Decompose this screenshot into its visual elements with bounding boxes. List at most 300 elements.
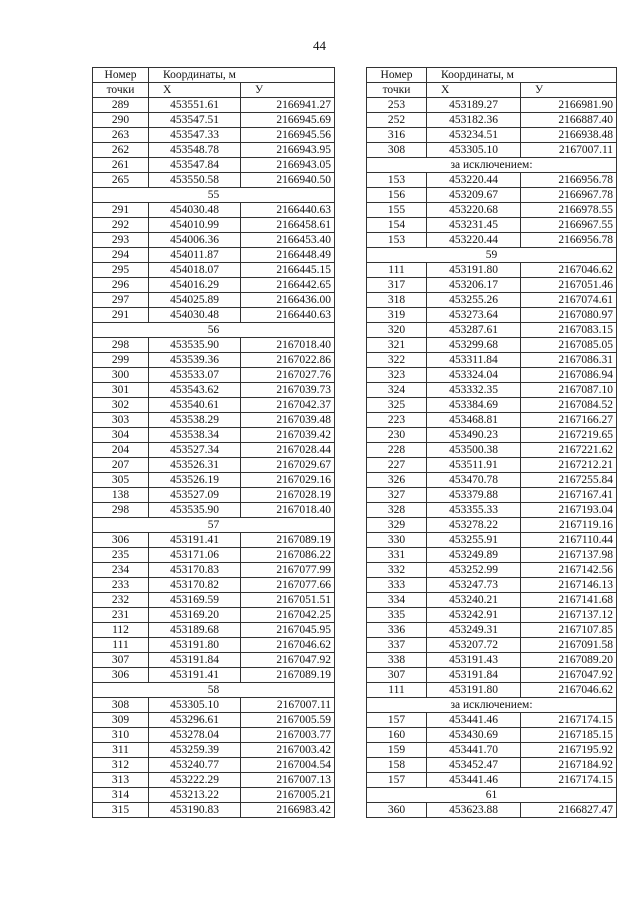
y-coordinate-cell: 2166943.05 — [241, 158, 335, 173]
x-coordinate-cell: 453190.83 — [149, 803, 241, 818]
y-coordinate-cell: 2167184.92 — [521, 758, 617, 773]
table-row — [93, 728, 335, 743]
table-row — [93, 458, 335, 473]
point-number-cell: 328 — [367, 503, 427, 518]
x-coordinate-cell: 453332.35 — [427, 383, 521, 398]
x-coordinate-cell: 453296.61 — [149, 713, 241, 728]
y-coordinate-cell: 2167039.48 — [241, 413, 335, 428]
y-coordinate-cell: 2166983.42 — [241, 803, 335, 818]
x-coordinate-cell: 453231.45 — [427, 218, 521, 233]
table-row — [367, 413, 617, 428]
y-coordinate-cell: 2166940.50 — [241, 173, 335, 188]
y-coordinate-cell: 2167086.22 — [241, 548, 335, 563]
header-x: X — [149, 83, 241, 98]
table-row — [93, 668, 335, 683]
point-number-cell: 252 — [367, 113, 427, 128]
y-coordinate-cell: 2167007.11 — [521, 143, 617, 158]
table-row — [367, 743, 617, 758]
x-coordinate-cell: 454006.36 — [149, 233, 241, 248]
point-number-cell: 329 — [367, 518, 427, 533]
y-coordinate-cell: 2167077.99 — [241, 563, 335, 578]
y-coordinate-cell: 2166956.78 — [521, 173, 617, 188]
table-row — [93, 743, 335, 758]
point-number-cell: 153 — [367, 233, 427, 248]
table-row — [367, 518, 617, 533]
x-coordinate-cell: 453259.39 — [149, 743, 241, 758]
point-number-cell: 320 — [367, 323, 427, 338]
x-coordinate-cell: 453452.47 — [427, 758, 521, 773]
point-number-cell: 157 — [367, 713, 427, 728]
y-coordinate-cell: 2167085.05 — [521, 338, 617, 353]
x-coordinate-cell: 454030.48 — [149, 308, 241, 323]
header-coordinates: Координаты, м — [149, 68, 335, 83]
section-row — [93, 323, 335, 338]
x-coordinate-cell: 454011.87 — [149, 248, 241, 263]
table-row — [93, 128, 335, 143]
x-coordinate-cell: 453191.41 — [149, 668, 241, 683]
point-number-cell: 153 — [367, 173, 427, 188]
x-coordinate-cell: 453535.90 — [149, 503, 241, 518]
point-number-cell: 294 — [93, 248, 149, 263]
x-coordinate-cell: 453170.83 — [149, 563, 241, 578]
y-coordinate-cell: 2166448.49 — [241, 248, 335, 263]
x-coordinate-cell: 453255.26 — [427, 293, 521, 308]
y-coordinate-cell: 2167022.86 — [241, 353, 335, 368]
x-coordinate-cell: 453189.68 — [149, 623, 241, 638]
x-coordinate-cell: 453206.17 — [427, 278, 521, 293]
point-number-cell: 298 — [93, 503, 149, 518]
table-row — [367, 233, 617, 248]
table-row — [93, 173, 335, 188]
table-row — [93, 773, 335, 788]
y-coordinate-cell: 2167089.20 — [521, 653, 617, 668]
table-row — [367, 458, 617, 473]
point-number-cell: 317 — [367, 278, 427, 293]
table-row — [367, 563, 617, 578]
y-coordinate-cell: 2167167.41 — [521, 488, 617, 503]
y-coordinate-cell: 2167051.51 — [241, 593, 335, 608]
header-number-top: Номер — [93, 68, 149, 83]
point-number-cell: 337 — [367, 638, 427, 653]
point-number-cell: 323 — [367, 368, 427, 383]
table-row — [367, 188, 617, 203]
coordinates-table-right — [366, 67, 617, 818]
x-coordinate-cell: 453540.61 — [149, 398, 241, 413]
x-coordinate-cell: 453441.70 — [427, 743, 521, 758]
x-coordinate-cell: 453538.29 — [149, 413, 241, 428]
y-coordinate-cell: 2167174.15 — [521, 773, 617, 788]
y-coordinate-cell: 2167084.52 — [521, 398, 617, 413]
point-number-cell: 233 — [93, 578, 149, 593]
point-number-cell: 307 — [93, 653, 149, 668]
y-coordinate-cell: 2167119.16 — [521, 518, 617, 533]
x-coordinate-cell: 453255.91 — [427, 533, 521, 548]
y-coordinate-cell: 2167005.21 — [241, 788, 335, 803]
table-row — [93, 368, 335, 383]
section-row — [367, 158, 617, 173]
table-row — [93, 443, 335, 458]
y-coordinate-cell: 2167028.19 — [241, 488, 335, 503]
table-row — [367, 578, 617, 593]
point-number-cell: 157 — [367, 773, 427, 788]
point-number-cell: 299 — [93, 353, 149, 368]
point-number-cell: 253 — [367, 98, 427, 113]
point-number-cell: 310 — [93, 728, 149, 743]
section-row — [367, 248, 617, 263]
point-number-cell: 155 — [367, 203, 427, 218]
section-row — [93, 683, 335, 698]
table-row — [93, 608, 335, 623]
point-number-cell: 293 — [93, 233, 149, 248]
table-row — [93, 233, 335, 248]
point-number-cell: 308 — [367, 143, 427, 158]
x-coordinate-cell: 453305.10 — [427, 143, 521, 158]
point-number-cell: 158 — [367, 758, 427, 773]
table-row — [93, 353, 335, 368]
x-coordinate-cell: 453191.84 — [149, 653, 241, 668]
y-coordinate-cell: 2167047.92 — [241, 653, 335, 668]
point-number-cell: 289 — [93, 98, 149, 113]
table-row — [367, 128, 617, 143]
table-row — [93, 143, 335, 158]
table-row — [93, 338, 335, 353]
y-coordinate-cell: 2166978.55 — [521, 203, 617, 218]
table-row — [93, 248, 335, 263]
table-left-body — [93, 98, 335, 818]
x-coordinate-cell: 453527.09 — [149, 488, 241, 503]
y-coordinate-cell: 2167137.12 — [521, 608, 617, 623]
y-coordinate-cell: 2167086.94 — [521, 368, 617, 383]
x-coordinate-cell: 453249.31 — [427, 623, 521, 638]
header-y: У — [521, 83, 617, 98]
y-coordinate-cell: 2167027.76 — [241, 368, 335, 383]
table-row — [367, 713, 617, 728]
table-row — [367, 338, 617, 353]
section-label: за исключением: — [367, 158, 617, 173]
section-label: 55 — [93, 188, 335, 203]
table-row — [367, 263, 617, 278]
y-coordinate-cell: 2167028.44 — [241, 443, 335, 458]
x-coordinate-cell: 454010.99 — [149, 218, 241, 233]
point-number-cell: 207 — [93, 458, 149, 473]
x-coordinate-cell: 453252.99 — [427, 563, 521, 578]
coordinates-table-left — [92, 67, 335, 818]
x-coordinate-cell: 453207.72 — [427, 638, 521, 653]
table-row — [93, 398, 335, 413]
y-coordinate-cell: 2166887.40 — [521, 113, 617, 128]
table-row — [93, 293, 335, 308]
table-row — [367, 653, 617, 668]
table-row — [367, 278, 617, 293]
point-number-cell: 306 — [93, 668, 149, 683]
point-number-cell: 297 — [93, 293, 149, 308]
x-coordinate-cell: 453171.06 — [149, 548, 241, 563]
header-x: X — [427, 83, 521, 98]
x-coordinate-cell: 454025.89 — [149, 293, 241, 308]
y-coordinate-cell: 2167046.62 — [521, 263, 617, 278]
point-number-cell: 111 — [367, 683, 427, 698]
point-number-cell: 305 — [93, 473, 149, 488]
x-coordinate-cell: 453240.77 — [149, 758, 241, 773]
section-row — [367, 788, 617, 803]
point-number-cell: 307 — [367, 668, 427, 683]
section-label: за исключением: — [367, 698, 617, 713]
y-coordinate-cell: 2166458.61 — [241, 218, 335, 233]
y-coordinate-cell: 2166436.00 — [241, 293, 335, 308]
x-coordinate-cell: 453543.62 — [149, 383, 241, 398]
x-coordinate-cell: 453273.64 — [427, 308, 521, 323]
x-coordinate-cell: 453430.69 — [427, 728, 521, 743]
y-coordinate-cell: 2167077.66 — [241, 578, 335, 593]
y-coordinate-cell: 2167137.98 — [521, 548, 617, 563]
x-coordinate-cell: 453548.78 — [149, 143, 241, 158]
x-coordinate-cell: 453527.34 — [149, 443, 241, 458]
table-row — [93, 383, 335, 398]
y-coordinate-cell: 2167141.68 — [521, 593, 617, 608]
point-number-cell: 313 — [93, 773, 149, 788]
section-row — [93, 188, 335, 203]
y-coordinate-cell: 2167003.42 — [241, 743, 335, 758]
y-coordinate-cell: 2167086.31 — [521, 353, 617, 368]
y-coordinate-cell: 2167046.62 — [241, 638, 335, 653]
y-coordinate-cell: 2167107.85 — [521, 623, 617, 638]
y-coordinate-cell: 2167029.16 — [241, 473, 335, 488]
table-row — [367, 443, 617, 458]
y-coordinate-cell: 2167004.54 — [241, 758, 335, 773]
table-row — [93, 503, 335, 518]
table-row — [93, 713, 335, 728]
point-number-cell: 228 — [367, 443, 427, 458]
y-coordinate-cell: 2166440.63 — [241, 308, 335, 323]
point-number-cell: 332 — [367, 563, 427, 578]
x-coordinate-cell: 453240.21 — [427, 593, 521, 608]
x-coordinate-cell: 453490.23 — [427, 428, 521, 443]
point-number-cell: 295 — [93, 263, 149, 278]
table-row — [93, 98, 335, 113]
x-coordinate-cell: 453526.19 — [149, 473, 241, 488]
x-coordinate-cell: 453311.84 — [427, 353, 521, 368]
table-row — [367, 638, 617, 653]
point-number-cell: 263 — [93, 128, 149, 143]
point-number-cell: 325 — [367, 398, 427, 413]
x-coordinate-cell: 453384.69 — [427, 398, 521, 413]
y-coordinate-cell: 2167042.37 — [241, 398, 335, 413]
table-row — [93, 278, 335, 293]
table-row — [367, 758, 617, 773]
table-row — [93, 428, 335, 443]
x-coordinate-cell: 453249.89 — [427, 548, 521, 563]
x-coordinate-cell: 453220.44 — [427, 173, 521, 188]
table-row — [367, 383, 617, 398]
point-number-cell: 154 — [367, 218, 427, 233]
point-number-cell: 318 — [367, 293, 427, 308]
x-coordinate-cell: 453526.31 — [149, 458, 241, 473]
y-coordinate-cell: 2167007.11 — [241, 698, 335, 713]
table-row — [367, 428, 617, 443]
point-number-cell: 159 — [367, 743, 427, 758]
y-coordinate-cell: 2167110.44 — [521, 533, 617, 548]
header-number-bottom: точки — [367, 83, 427, 98]
table-row — [367, 608, 617, 623]
x-coordinate-cell: 453191.84 — [427, 668, 521, 683]
table-row — [367, 803, 617, 818]
x-coordinate-cell: 453547.84 — [149, 158, 241, 173]
point-number-cell: 308 — [93, 698, 149, 713]
section-label: 58 — [93, 683, 335, 698]
y-coordinate-cell: 2167080.97 — [521, 308, 617, 323]
x-coordinate-cell: 453441.46 — [427, 713, 521, 728]
point-number-cell: 234 — [93, 563, 149, 578]
x-coordinate-cell: 453441.46 — [427, 773, 521, 788]
table-row — [367, 773, 617, 788]
x-coordinate-cell: 453468.81 — [427, 413, 521, 428]
point-number-cell: 227 — [367, 458, 427, 473]
point-number-cell: 160 — [367, 728, 427, 743]
y-coordinate-cell: 2166453.40 — [241, 233, 335, 248]
y-coordinate-cell: 2167007.13 — [241, 773, 335, 788]
x-coordinate-cell: 453538.34 — [149, 428, 241, 443]
point-number-cell: 315 — [93, 803, 149, 818]
point-number-cell: 292 — [93, 218, 149, 233]
point-number-cell: 334 — [367, 593, 427, 608]
x-coordinate-cell: 453305.10 — [149, 698, 241, 713]
x-coordinate-cell: 453533.07 — [149, 368, 241, 383]
point-number-cell: 156 — [367, 188, 427, 203]
table-row — [367, 218, 617, 233]
y-coordinate-cell: 2166967.55 — [521, 218, 617, 233]
y-coordinate-cell: 2166941.27 — [241, 98, 335, 113]
x-coordinate-cell: 453234.51 — [427, 128, 521, 143]
x-coordinate-cell: 453191.43 — [427, 653, 521, 668]
table-row — [93, 623, 335, 638]
point-number-cell: 321 — [367, 338, 427, 353]
point-number-cell: 338 — [367, 653, 427, 668]
table-row — [93, 263, 335, 278]
y-coordinate-cell: 2166827.47 — [521, 803, 617, 818]
table-row — [367, 353, 617, 368]
x-coordinate-cell: 453189.27 — [427, 98, 521, 113]
table-row — [93, 638, 335, 653]
x-coordinate-cell: 454030.48 — [149, 203, 241, 218]
table-row — [93, 593, 335, 608]
table-row — [93, 533, 335, 548]
table-row — [367, 173, 617, 188]
x-coordinate-cell: 453550.58 — [149, 173, 241, 188]
x-coordinate-cell: 453220.44 — [427, 233, 521, 248]
section-label: 61 — [367, 788, 617, 803]
x-coordinate-cell: 453299.68 — [427, 338, 521, 353]
point-number-cell: 324 — [367, 383, 427, 398]
table-row — [93, 473, 335, 488]
y-coordinate-cell: 2167142.56 — [521, 563, 617, 578]
point-number-cell: 230 — [367, 428, 427, 443]
table-row — [367, 728, 617, 743]
x-coordinate-cell: 453539.36 — [149, 353, 241, 368]
x-coordinate-cell: 453547.51 — [149, 113, 241, 128]
table-row — [367, 323, 617, 338]
point-number-cell: 311 — [93, 743, 149, 758]
point-number-cell: 322 — [367, 353, 427, 368]
point-number-cell: 312 — [93, 758, 149, 773]
x-coordinate-cell: 453169.59 — [149, 593, 241, 608]
point-number-cell: 300 — [93, 368, 149, 383]
table-row — [93, 653, 335, 668]
point-number-cell: 290 — [93, 113, 149, 128]
point-number-cell: 360 — [367, 803, 427, 818]
table-row — [367, 533, 617, 548]
x-coordinate-cell: 453355.33 — [427, 503, 521, 518]
point-number-cell: 111 — [93, 638, 149, 653]
table-row — [93, 308, 335, 323]
table-right-body — [367, 98, 617, 818]
point-number-cell: 303 — [93, 413, 149, 428]
table-row — [367, 98, 617, 113]
x-coordinate-cell: 453191.41 — [149, 533, 241, 548]
x-coordinate-cell: 453170.82 — [149, 578, 241, 593]
point-number-cell: 333 — [367, 578, 427, 593]
point-number-cell: 204 — [93, 443, 149, 458]
y-coordinate-cell: 2167083.15 — [521, 323, 617, 338]
y-coordinate-cell: 2166967.78 — [521, 188, 617, 203]
y-coordinate-cell: 2167174.15 — [521, 713, 617, 728]
table-row — [367, 593, 617, 608]
x-coordinate-cell: 453222.29 — [149, 773, 241, 788]
x-coordinate-cell: 453324.04 — [427, 368, 521, 383]
header-coordinates: Координаты, м — [427, 68, 617, 83]
x-coordinate-cell: 453247.73 — [427, 578, 521, 593]
x-coordinate-cell: 453379.88 — [427, 488, 521, 503]
table-row — [367, 623, 617, 638]
x-coordinate-cell: 453535.90 — [149, 338, 241, 353]
table-row — [93, 488, 335, 503]
point-number-cell: 304 — [93, 428, 149, 443]
point-number-cell: 316 — [367, 128, 427, 143]
point-number-cell: 326 — [367, 473, 427, 488]
x-coordinate-cell: 453209.67 — [427, 188, 521, 203]
y-coordinate-cell: 2166938.48 — [521, 128, 617, 143]
y-coordinate-cell: 2167042.25 — [241, 608, 335, 623]
point-number-cell: 335 — [367, 608, 427, 623]
point-number-cell: 223 — [367, 413, 427, 428]
y-coordinate-cell: 2167166.27 — [521, 413, 617, 428]
y-coordinate-cell: 2167185.15 — [521, 728, 617, 743]
y-coordinate-cell: 2167018.40 — [241, 503, 335, 518]
table-row — [93, 698, 335, 713]
header-number-bottom: точки — [93, 83, 149, 98]
y-coordinate-cell: 2166442.65 — [241, 278, 335, 293]
x-coordinate-cell: 453191.80 — [427, 683, 521, 698]
y-coordinate-cell: 2167193.04 — [521, 503, 617, 518]
point-number-cell: 291 — [93, 203, 149, 218]
table-row — [93, 563, 335, 578]
point-number-cell: 309 — [93, 713, 149, 728]
table-row — [367, 683, 617, 698]
table-row — [367, 398, 617, 413]
table-row — [367, 473, 617, 488]
x-coordinate-cell: 453470.78 — [427, 473, 521, 488]
y-coordinate-cell: 2167219.65 — [521, 428, 617, 443]
header-y: У — [241, 83, 335, 98]
point-number-cell: 232 — [93, 593, 149, 608]
table-row — [367, 503, 617, 518]
x-coordinate-cell: 453623.88 — [427, 803, 521, 818]
point-number-cell: 331 — [367, 548, 427, 563]
y-coordinate-cell: 2167039.73 — [241, 383, 335, 398]
section-label: 56 — [93, 323, 335, 338]
point-number-cell: 111 — [367, 263, 427, 278]
x-coordinate-cell: 453511.91 — [427, 458, 521, 473]
point-number-cell: 291 — [93, 308, 149, 323]
